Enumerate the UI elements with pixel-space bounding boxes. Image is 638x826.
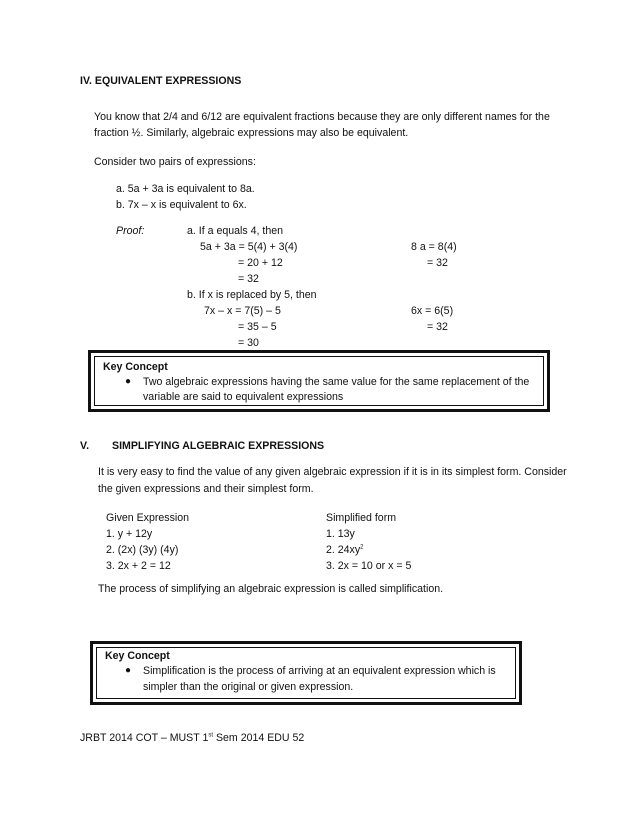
proof-label: Proof: (116, 225, 145, 237)
given-item-2: 2. (2x) (3y) (4y) (106, 544, 179, 556)
pair-b: b. 7x – x is equivalent to 6x. (116, 199, 247, 211)
key-concept-1-title: Key Concept (103, 361, 168, 373)
key-concept-1-line1: Two algebraic expressions having the same value for the same replacement of the (143, 376, 530, 388)
proof-b-line3: = 30 (238, 337, 259, 349)
proof-a-heading: a. If a equals 4, then (187, 225, 284, 237)
section-v-intro-line2: the given expressions and their simplest form. (98, 483, 314, 495)
proof-b-line2: = 35 – 5 (238, 321, 277, 333)
section-v-number: V. (80, 440, 90, 452)
proof-b-right2: = 32 (427, 321, 448, 333)
key-concept-2-line2: simpler than the original or given expression. (143, 681, 354, 693)
key-concept-1-line2: variable are said to equivalent expressions (143, 391, 344, 403)
footer-text: JRBT 2014 COT – MUST 1st Sem 2014 EDU 52 (80, 732, 305, 744)
proof-b-right1: 6x = 6(5) (411, 305, 454, 317)
proof-a-line2: = 20 + 12 (238, 257, 283, 269)
bullet-icon: ● (125, 376, 132, 387)
consider-text: Consider two pairs of expressions: (94, 156, 256, 168)
proof-a-right1: 8 a = 8(4) (411, 241, 457, 253)
proof-a-right2: = 32 (427, 257, 448, 269)
simplified-item-2: 2. $24xy^2$ (326, 544, 364, 556)
simplified-item-1: 1. 13y (326, 528, 355, 540)
simplified-item-3: 3. 2x = 10 or x = 5 (326, 560, 412, 572)
section-iv-heading: IV. EQUIVALENT EXPRESSIONS (80, 75, 242, 87)
key-concept-box-1 (88, 350, 550, 412)
given-item-1: 1. y + 12y (106, 528, 153, 540)
simplification-definition: The process of simplifying an algebraic expression is called simplification. (98, 583, 444, 595)
given-item-3: 3. 2x + 2 = 12 (106, 560, 171, 572)
section-v-intro-line1: It is very easy to find the value of any given algebraic expression if it is in its simplest form. Consider (98, 466, 567, 478)
section-iv-intro-line1: You know that 2/4 and 6/12 are equivalent fractions because they are only different names for the (94, 111, 550, 123)
key-concept-2-title: Key Concept (105, 650, 170, 662)
simplified-form-header: Simplified form (326, 512, 397, 524)
section-v-heading: SIMPLIFYING ALGEBRAIC EXPRESSIONS (112, 440, 325, 452)
proof-b-heading: b. If x is replaced by 5, then (187, 289, 317, 301)
proof-a-line1: 5a + 3a = 5(4) + 3(4) (200, 241, 298, 253)
proof-b-line1: 7x – x = 7(5) – 5 (204, 305, 281, 317)
given-expression-header: Given Expression (106, 512, 190, 524)
key-concept-2-line1: Simplification is the process of arriving at an equivalent expression which is (143, 665, 496, 677)
pair-a: a. 5a + 3a is equivalent to 8a. (116, 183, 255, 195)
bullet-icon: ● (125, 665, 132, 676)
key-concept-box-2 (90, 641, 522, 705)
proof-a-line3: = 32 (238, 273, 259, 285)
section-iv-intro-line2: fraction ½. Similarly, algebraic expressions may also be equivalent. (94, 127, 409, 139)
